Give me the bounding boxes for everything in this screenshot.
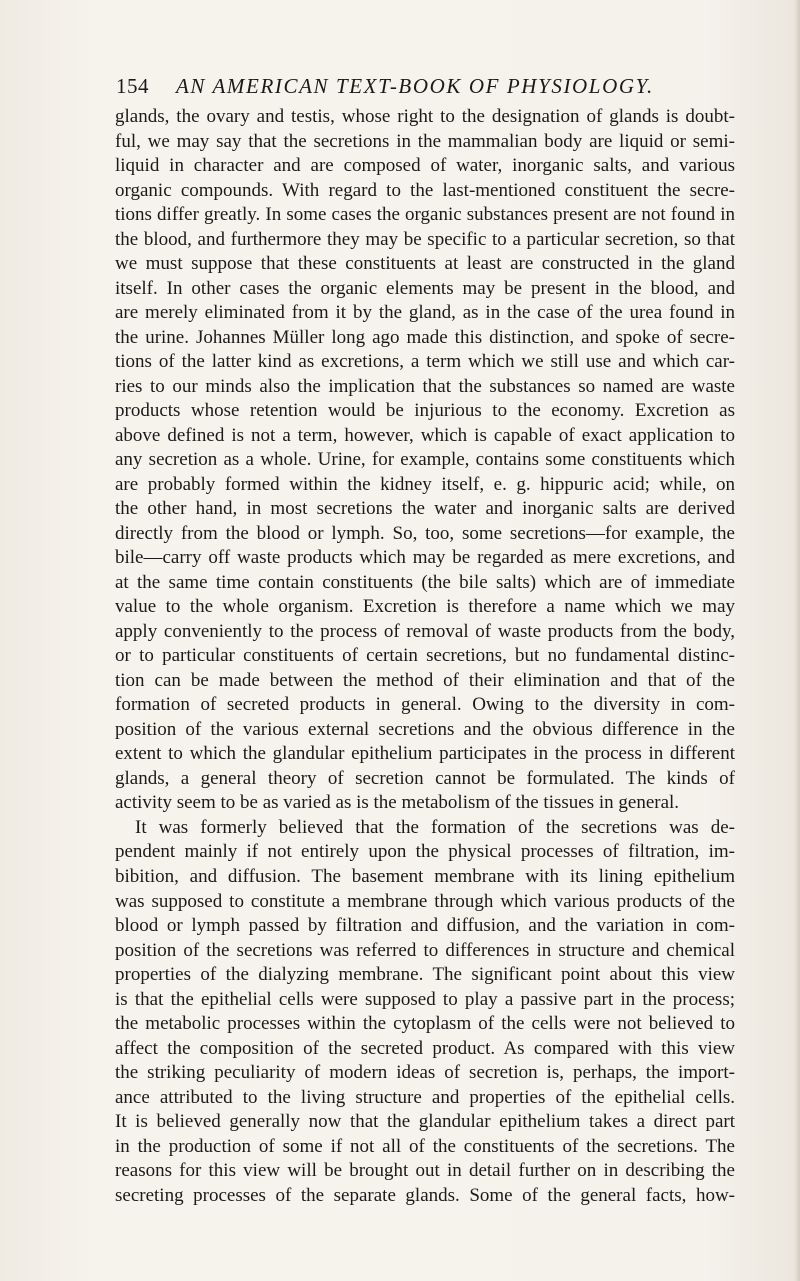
text-line: products whose retention would be injurious to the economy. Excretion as xyxy=(115,400,735,422)
text-line: the other hand, in most secretions the water and inorganic salts are derived xyxy=(115,498,735,520)
text-line: apply conveniently to the process of removal of waste products from the body, xyxy=(115,620,735,642)
text-line: above defined is not a term, however, which is capable of exact application to xyxy=(115,424,735,446)
text-line: blood or lymph passed by filtration and diffusion, and the variation in com- xyxy=(115,915,735,937)
text-line: formation of secreted products in general. Owing to the diversity in com- xyxy=(115,694,735,716)
text-line: bibition, and diffusion. The basement membrane with its lining epithelium xyxy=(115,865,735,887)
text-line: the metabolic processes within the cytoplasm of the cells were not believed to xyxy=(115,1013,735,1035)
text-line: the blood, and furthermore they may be specific to a particular secretion, so that xyxy=(115,228,735,250)
text-line: glands, the ovary and testis, whose right to the designation of glands is doubt- xyxy=(115,106,735,127)
running-header xyxy=(116,74,726,102)
text-line: position of the secretions was referred to differences in structure and chemical xyxy=(115,939,735,961)
body-text xyxy=(115,105,735,1208)
page-edge-shadow xyxy=(794,0,800,1281)
text-line: secreting processes of the separate glands. Some of the general facts, how- xyxy=(115,1184,735,1206)
text-line: ful, we may say that the secretions in the mammalian body are liquid or semi- xyxy=(115,130,735,152)
text-line: is that the epithelial cells were supposed to play a passive part in the process; xyxy=(115,988,735,1010)
text-line: ance attributed to the living structure and properties of the epithelial cells. xyxy=(115,1086,735,1108)
text-line: at the same time contain constituents (the bile salts) which are of immediate xyxy=(115,571,735,593)
text-line: in the production of some if not all of the constituents of the secretions. The xyxy=(115,1135,735,1157)
text-line: the striking peculiarity of modern ideas of secretion is, perhaps, the import- xyxy=(115,1062,735,1084)
text-line: ries to our minds also the implication that the substances so named are waste xyxy=(115,375,735,397)
text-line: are merely eliminated from it by the gland, as in the case of the urea found in xyxy=(115,302,735,324)
text-line: we must suppose that these constituents at least are constructed in the gland xyxy=(115,253,735,275)
text-line: activity seem to be as varied as is the metabolism of the tissues in general. xyxy=(115,792,680,814)
text-line: organic compounds. With regard to the last-mentioned constituent the secre- xyxy=(115,179,735,201)
text-line: itself. In other cases the organic elements may be present in the blood, and xyxy=(115,277,735,299)
page-number: 154 xyxy=(116,74,149,98)
text-line: glands, a general theory of secretion cannot be formulated. The kinds of xyxy=(115,767,735,789)
text-line: directly from the blood or lymph. So, too, some secretions—for example, the xyxy=(115,522,735,544)
text-line: It was formerly believed that the formation of the secretions was de- xyxy=(135,816,735,838)
text-line: liquid in character and are composed of water, inorganic salts, and various xyxy=(115,155,735,177)
text-line: reasons for this view will be brought out in detail further on in describing the xyxy=(115,1160,735,1182)
text-line: the urine. Johannes Müller long ago made this distinction, and spoke of secre- xyxy=(115,326,735,348)
text-line: pendent mainly if not entirely upon the physical processes of filtration, im- xyxy=(115,841,735,863)
text-line: was supposed to constitute a membrane through which various products of the xyxy=(115,890,735,912)
running-title: AN AMERICAN TEXT-BOOK OF PHYSIOLOGY. xyxy=(176,74,654,98)
text-line: extent to which the glandular epithelium participates in the process in different xyxy=(115,743,735,765)
text-line: position of the various external secretions and the obvious difference in the xyxy=(115,718,735,740)
text-line: are probably formed within the kidney itself, e. g. hippuric acid; while, on xyxy=(115,473,735,495)
text-line: tion can be made between the method of their elimination and that of the xyxy=(115,669,735,691)
text-line: affect the composition of the secreted product. As compared with this view xyxy=(115,1037,735,1059)
text-line: any secretion as a whole. Urine, for example, contains some constituents which xyxy=(115,449,735,471)
text-line: It is believed generally now that the glandular epithelium takes a direct part xyxy=(115,1111,735,1133)
text-line: tions differ greatly. In some cases the organic substances present are not found in xyxy=(115,204,735,226)
text-line: value to the whole organism. Excretion is therefore a name which we may xyxy=(115,596,735,618)
text-line: tions of the latter kind as excretions, a term which we still use and which car- xyxy=(115,351,735,373)
text-line: properties of the dialyzing membrane. The significant point about this view xyxy=(115,964,735,986)
text-line: or to particular constituents of certain secretions, but no fundamental distinc- xyxy=(115,645,735,667)
text-line: bile—carry off waste products which may be regarded as mere excretions, and xyxy=(115,547,735,569)
